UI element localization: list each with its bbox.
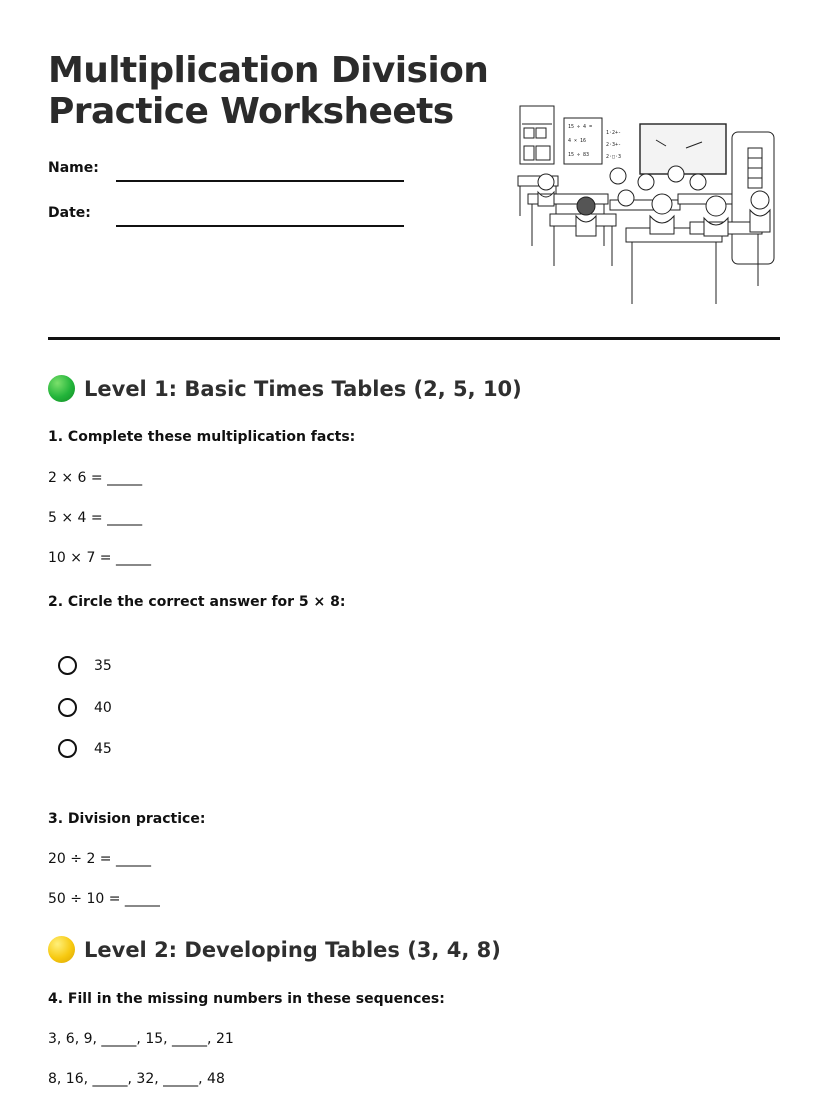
classroom-illustration xyxy=(506,96,786,310)
option-label: 45 xyxy=(94,740,112,757)
q1-item-2: 5 × 4 = _____ xyxy=(48,510,143,526)
date-field[interactable] xyxy=(116,225,404,227)
option-label: 40 xyxy=(94,699,112,716)
date-label: Date: xyxy=(48,205,91,221)
q1-item-3: 10 × 7 = _____ xyxy=(48,550,151,566)
q3-item-1: 20 ÷ 2 = _____ xyxy=(48,851,151,867)
q4-item-1: 3, 6, 9, _____, 15, _____, 21 xyxy=(48,1031,234,1047)
level-1-heading xyxy=(48,375,522,402)
board-left-text-2: 4 × 16 xyxy=(568,138,587,144)
level-2-title: Level 2: Developing Tables (3, 4, 8) xyxy=(84,937,501,962)
whiteboard xyxy=(640,124,726,174)
option-label: 35 xyxy=(94,657,112,674)
level-1-title: Level 1: Basic Times Tables (2, 5, 10) xyxy=(84,376,522,401)
q4-item-2: 8, 16, _____, 32, _____, 48 xyxy=(48,1071,225,1087)
q3-item-2: 50 ÷ 10 = _____ xyxy=(48,891,160,907)
board-left-text-1: 15 ÷ 4 = xyxy=(568,124,593,130)
level-2-heading xyxy=(48,936,501,963)
radio-circle-icon[interactable] xyxy=(58,698,77,717)
radio-circle-icon[interactable] xyxy=(58,739,77,758)
radio-circle-icon[interactable] xyxy=(58,656,77,675)
green-circle-icon xyxy=(48,375,75,402)
page-title xyxy=(48,50,508,132)
board-right-text-2: 2·3+- xyxy=(606,142,622,148)
answer-option[interactable] xyxy=(58,739,112,758)
question-3: 3. Division practice: xyxy=(48,811,206,827)
question-1: 1. Complete these multiplication facts: xyxy=(48,429,356,445)
board-right-text-3: 2·□·3 xyxy=(606,154,622,160)
q1-item-1: 2 × 6 = _____ xyxy=(48,470,143,486)
answer-option[interactable] xyxy=(58,656,112,675)
title-line-2: Practice Worksheets xyxy=(48,91,454,132)
answer-option[interactable] xyxy=(58,698,112,717)
board-right-text-1: 1·2+- xyxy=(606,130,622,136)
yellow-circle-icon xyxy=(48,936,75,963)
title-line-1: Multiplication Division xyxy=(48,50,489,91)
header-divider xyxy=(48,337,780,340)
name-field[interactable] xyxy=(116,180,404,182)
question-2: 2. Circle the correct answer for 5 × 8: xyxy=(48,594,346,610)
board-left-text-3: 15 ÷ 83 xyxy=(568,152,590,158)
name-label: Name: xyxy=(48,160,99,176)
poster-board xyxy=(520,106,554,164)
question-4: 4. Fill in the missing numbers in these sequences: xyxy=(48,991,445,1007)
